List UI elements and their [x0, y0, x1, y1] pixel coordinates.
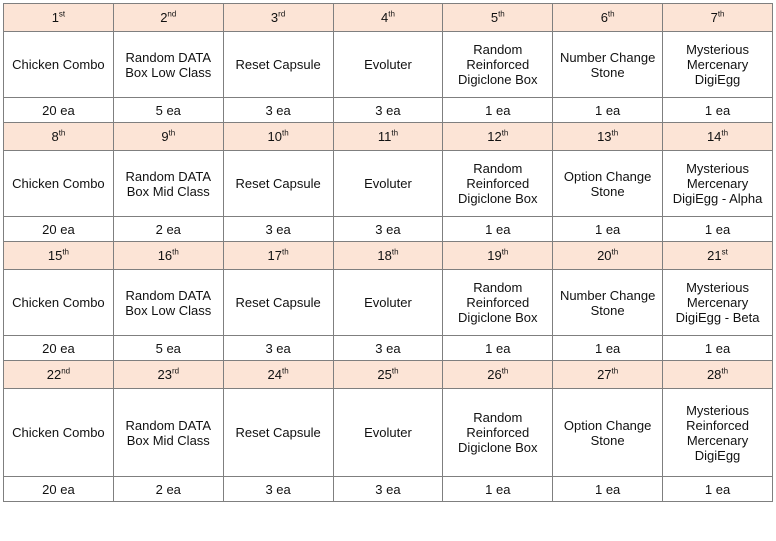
attendance-reward-table [3, 3, 773, 502]
day-header-row [4, 4, 773, 32]
day-number: 3 [270, 10, 279, 25]
day-ordinal-suffix: th [172, 247, 179, 257]
day-header-row [4, 242, 773, 270]
attendance-reward-table-body [4, 4, 773, 502]
day-number: 2 [160, 10, 168, 25]
day-ordinal-suffix: th [282, 128, 289, 138]
reward-item-row [4, 32, 773, 98]
reward-item-name: Random DATA Box Low Class [113, 270, 223, 336]
day-ordinal-suffix: th [611, 128, 619, 138]
reward-quantity: 3 ea [223, 336, 333, 361]
day-header-cell [443, 123, 553, 151]
reward-item-name: Random Reinforced Digiclone Box [443, 151, 553, 217]
day-number: 1 [51, 10, 59, 25]
day-number: 16 [157, 248, 173, 263]
day-ordinal-suffix: th [717, 9, 725, 19]
reward-quantity: 3 ea [333, 477, 443, 502]
reward-quantity-row [4, 217, 773, 242]
day-ordinal-suffix: th [501, 366, 509, 376]
reward-quantity: 1 ea [443, 477, 553, 502]
reward-quantity: 3 ea [333, 336, 443, 361]
reward-item-name: Mysterious Reinforced Mercenary DigiEgg [663, 389, 773, 477]
day-header-cell [553, 361, 663, 389]
day-header-cell [4, 361, 114, 389]
day-ordinal-suffix: rd [171, 366, 180, 376]
reward-quantity: 20 ea [4, 477, 114, 502]
day-ordinal-suffix: th [282, 247, 289, 257]
reward-quantity: 3 ea [223, 477, 333, 502]
reward-quantity: 5 ea [113, 98, 223, 123]
day-number: 7 [710, 10, 718, 25]
reward-quantity: 1 ea [663, 477, 773, 502]
day-header-cell [333, 4, 443, 32]
reward-quantity: 1 ea [553, 217, 663, 242]
day-number: 8 [51, 129, 59, 144]
day-number: 5 [490, 10, 499, 25]
day-header-cell [333, 361, 443, 389]
reward-quantity: 5 ea [113, 336, 223, 361]
reward-item-name: Chicken Combo [4, 151, 114, 217]
reward-quantity: 1 ea [553, 98, 663, 123]
reward-item-name: Reset Capsule [223, 151, 333, 217]
reward-item-name: Reset Capsule [223, 389, 333, 477]
day-number: 27 [597, 367, 612, 382]
day-header-cell [443, 361, 553, 389]
day-header-cell [113, 123, 223, 151]
reward-item-name: Evoluter [333, 151, 443, 217]
day-number: 20 [597, 248, 612, 263]
reward-item-name: Evoluter [333, 32, 443, 98]
reward-quantity: 20 ea [4, 336, 114, 361]
reward-item-name: Option Change Stone [553, 151, 663, 217]
day-number: 9 [161, 129, 169, 144]
reward-quantity: 1 ea [553, 336, 663, 361]
reward-item-row [4, 151, 773, 217]
reward-item-name: Chicken Combo [4, 270, 114, 336]
reward-quantity: 2 ea [113, 217, 223, 242]
day-ordinal-suffix: th [391, 247, 399, 257]
day-ordinal-suffix: th [168, 128, 176, 138]
day-header-cell [553, 4, 663, 32]
reward-quantity: 1 ea [443, 336, 553, 361]
day-header-cell [113, 361, 223, 389]
day-ordinal-suffix: st [721, 247, 728, 257]
day-header-cell [333, 123, 443, 151]
day-ordinal-suffix: th [62, 247, 69, 257]
day-number: 13 [597, 129, 612, 144]
day-ordinal-suffix: th [58, 128, 66, 138]
reward-item-name: Random Reinforced Digiclone Box [443, 32, 553, 98]
day-number: 12 [487, 129, 502, 144]
day-header-cell [553, 242, 663, 270]
day-header-cell [443, 242, 553, 270]
reward-quantity: 3 ea [333, 98, 443, 123]
reward-item-name: Evoluter [333, 389, 443, 477]
reward-item-row [4, 389, 773, 477]
reward-item-name: Random Reinforced Digiclone Box [443, 389, 553, 477]
day-header-cell [223, 123, 333, 151]
day-header-cell [113, 242, 223, 270]
day-number: 11 [377, 129, 392, 144]
day-header-cell [223, 242, 333, 270]
day-header-cell [223, 361, 333, 389]
reward-quantity: 1 ea [663, 217, 773, 242]
reward-item-name: Reset Capsule [223, 32, 333, 98]
day-header-cell [113, 4, 223, 32]
reward-item-name: Reset Capsule [223, 270, 333, 336]
reward-quantity-row [4, 98, 773, 123]
day-header-cell [663, 361, 773, 389]
day-number: 21 [707, 248, 722, 263]
day-ordinal-suffix: th [501, 247, 509, 257]
reward-item-name: Mysterious Mercenary DigiEgg - Beta [663, 270, 773, 336]
day-number: 26 [487, 367, 502, 382]
reward-quantity: 3 ea [333, 217, 443, 242]
day-ordinal-suffix: th [498, 9, 505, 19]
reward-item-name: Option Change Stone [553, 389, 663, 477]
reward-item-row [4, 270, 773, 336]
reward-item-name: Mysterious Mercenary DigiEgg [663, 32, 773, 98]
day-number: 18 [377, 248, 392, 263]
reward-item-name: Chicken Combo [4, 32, 114, 98]
day-ordinal-suffix: th [501, 128, 509, 138]
reward-quantity: 3 ea [223, 98, 333, 123]
day-number: 6 [600, 10, 608, 25]
reward-item-name: Mysterious Mercenary DigiEgg - Alpha [663, 151, 773, 217]
day-header-cell [663, 123, 773, 151]
day-header-cell [4, 123, 114, 151]
day-ordinal-suffix: th [391, 366, 399, 376]
day-number: 19 [487, 248, 502, 263]
day-ordinal-suffix: st [58, 9, 66, 19]
day-ordinal-suffix: nd [61, 366, 71, 376]
reward-quantity: 20 ea [4, 217, 114, 242]
day-ordinal-suffix: th [388, 9, 395, 19]
reward-quantity: 1 ea [663, 98, 773, 123]
reward-item-name: Number Change Stone [553, 270, 663, 336]
day-ordinal-suffix: th [611, 247, 619, 257]
day-header-cell [4, 242, 114, 270]
reward-item-name: Random Reinforced Digiclone Box [443, 270, 553, 336]
day-header-row [4, 361, 773, 389]
reward-quantity: 2 ea [113, 477, 223, 502]
day-number: 15 [47, 248, 63, 263]
day-number: 25 [377, 367, 392, 382]
day-ordinal-suffix: th [611, 366, 619, 376]
reward-quantity-row [4, 336, 773, 361]
reward-item-name: Random DATA Box Mid Class [113, 151, 223, 217]
day-number: 24 [267, 367, 282, 382]
reward-quantity: 1 ea [553, 477, 663, 502]
day-ordinal-suffix: th [721, 128, 729, 138]
day-number: 23 [157, 367, 172, 382]
reward-quantity: 20 ea [4, 98, 114, 123]
day-ordinal-suffix: rd [278, 9, 286, 19]
day-number: 10 [267, 129, 282, 144]
day-header-cell [663, 242, 773, 270]
day-number: 28 [706, 367, 722, 382]
day-ordinal-suffix: th [721, 366, 729, 376]
reward-item-name: Random DATA Box Mid Class [113, 389, 223, 477]
day-header-cell [443, 4, 553, 32]
reward-item-name: Evoluter [333, 270, 443, 336]
day-number: 14 [706, 129, 722, 144]
day-ordinal-suffix: nd [167, 9, 177, 19]
day-header-row [4, 123, 773, 151]
day-ordinal-suffix: th [282, 366, 289, 376]
reward-quantity: 1 ea [443, 98, 553, 123]
reward-item-name: Number Change Stone [553, 32, 663, 98]
day-ordinal-suffix: th [391, 128, 399, 138]
day-number: 17 [267, 248, 282, 263]
reward-quantity: 1 ea [443, 217, 553, 242]
day-header-cell [4, 4, 114, 32]
day-ordinal-suffix: th [607, 9, 615, 19]
reward-item-name: Chicken Combo [4, 389, 114, 477]
day-header-cell [553, 123, 663, 151]
reward-quantity: 1 ea [663, 336, 773, 361]
reward-quantity: 3 ea [223, 217, 333, 242]
day-number: 22 [46, 367, 62, 382]
day-number: 4 [381, 10, 389, 25]
day-header-cell [333, 242, 443, 270]
day-header-cell [223, 4, 333, 32]
reward-item-name: Random DATA Box Low Class [113, 32, 223, 98]
day-header-cell [663, 4, 773, 32]
reward-quantity-row [4, 477, 773, 502]
